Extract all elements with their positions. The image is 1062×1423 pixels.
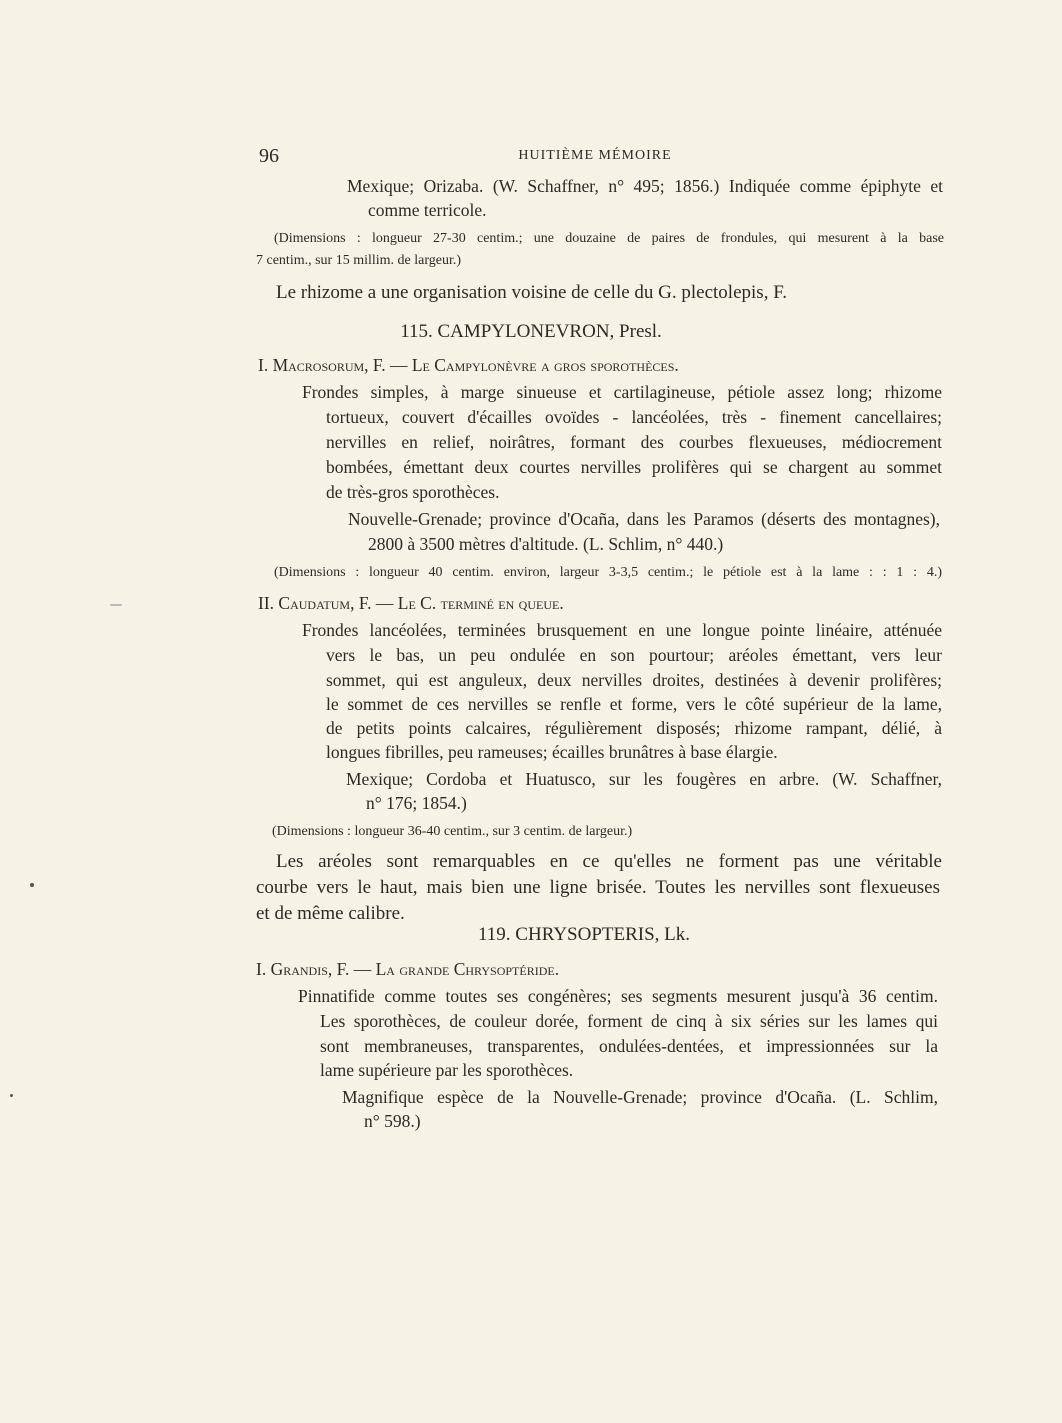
text-line: lame supérieure par les sporothèces. <box>320 1060 574 1080</box>
text-line: et de même calibre. <box>256 903 405 924</box>
text-line: Pinnatifide comme toutes ses congénères; ses segments mesurent jusqu'à 36 centim. <box>298 986 938 1006</box>
text-line: Frondes lancéolées, terminées brusquement en une longue pointe linéaire, atténuée <box>302 620 942 640</box>
text-line: tortueux, couvert d'écailles ovoïdes - lancéolées, très - finement cancellaires; <box>326 407 942 427</box>
scan-speck <box>30 883 34 887</box>
section-heading: 115. CAMPYLONEVRON, Presl. <box>400 321 662 342</box>
scan-speck <box>10 1094 13 1097</box>
dimensions-note: (Dimensions : longueur 36-40 centim., sur 3 centim. de largeur.) <box>272 824 633 839</box>
dimensions-note: (Dimensions : longueur 27-30 centim.; une douzaine de paires de frondules, qui mesurent à la base <box>274 231 944 246</box>
text-line: Magnifique espèce de la Nouvelle-Grenade; province d'Ocaña. (L. Schlim, <box>342 1087 938 1107</box>
page-number: 96 <box>259 145 279 167</box>
text-line: de très-gros sporothèces. <box>326 482 500 502</box>
text-line: de petits points calcaires, régulièrement disposés; rhizome rampant, délié, à <box>326 718 942 738</box>
text-line: Frondes simples, à marge sinueuse et cartilagineuse, pétiole assez long; rhizome <box>302 382 942 402</box>
text-line: Les aréoles sont remarquables en ce qu'elles ne forment pas une véritable <box>276 851 942 872</box>
text-line: sommet, qui est anguleux, deux nervilles droites, destinées à devenir prolifères; <box>326 670 942 690</box>
text-line: le sommet de ces nervilles se renfle et forme, vers le côté supérieur de la lame, <box>326 694 942 714</box>
dimensions-note: (Dimensions : longueur 40 centim. environ, largeur 3-3,5 centim.; le pétiole est à la lame : : 1 : 4.) <box>274 565 942 580</box>
text-line: 2800 à 3500 mètres d'altitude. (L. Schlim, n° 440.) <box>368 534 724 554</box>
text-line: longues fibrilles, peu rameuses; écailles brunâtres à base élargie. <box>326 742 778 762</box>
text-line: nervilles en relief, noirâtres, formant des courbes flexueuses, médiocrement <box>326 432 942 452</box>
text-line: Mexique; Orizaba. (W. Schaffner, n° 495; 1856.) Indiquée comme épiphyte et <box>347 176 943 196</box>
scan-speck <box>110 604 122 606</box>
text-line: Mexique; Cordoba et Huatusco, sur les fougères en arbre. (W. Schaffner, <box>346 769 942 789</box>
species-heading: I. Macrosorum, F. — Le Campylonèvre a gros sporothèces. <box>258 355 679 375</box>
text-line: courbe vers le haut, mais bien une ligne brisée. Toutes les nervilles sont flexueuses <box>256 877 940 898</box>
text-line: Le rhizome a une organisation voisine de celle du G. plectolepis, F. <box>276 282 787 303</box>
section-heading: 119. CHRYSOPTERIS, Lk. <box>478 924 691 945</box>
dimensions-note: 7 centim., sur 15 millim. de largeur.) <box>256 253 462 268</box>
running-title: HUITIÈME MÉMOIRE <box>518 148 672 163</box>
species-heading: I. Grandis, F. — La grande Chrysoptéride. <box>256 959 560 979</box>
text-line: comme terricole. <box>368 200 487 220</box>
text-line: Les sporothèces, de couleur dorée, forment de cinq à six séries sur les lames qui <box>320 1011 938 1031</box>
text-line: Nouvelle-Grenade; province d'Ocaña, dans les Paramos (déserts des montagnes), <box>348 509 940 529</box>
text-line: vers le bas, un peu ondulée en son pourtour; aréoles émettant, vers leur <box>326 645 942 665</box>
text-line: n° 598.) <box>364 1111 421 1131</box>
text-line: sont membraneuses, transparentes, ondulées-dentées, et impressionnées sur la <box>320 1036 938 1056</box>
text-line: n° 176; 1854.) <box>366 793 467 813</box>
text-line: bombées, émettant deux courtes nervilles prolifères qui se chargent au sommet <box>326 457 942 477</box>
species-heading: II. Caudatum, F. — Le C. terminé en queue. <box>258 593 564 613</box>
